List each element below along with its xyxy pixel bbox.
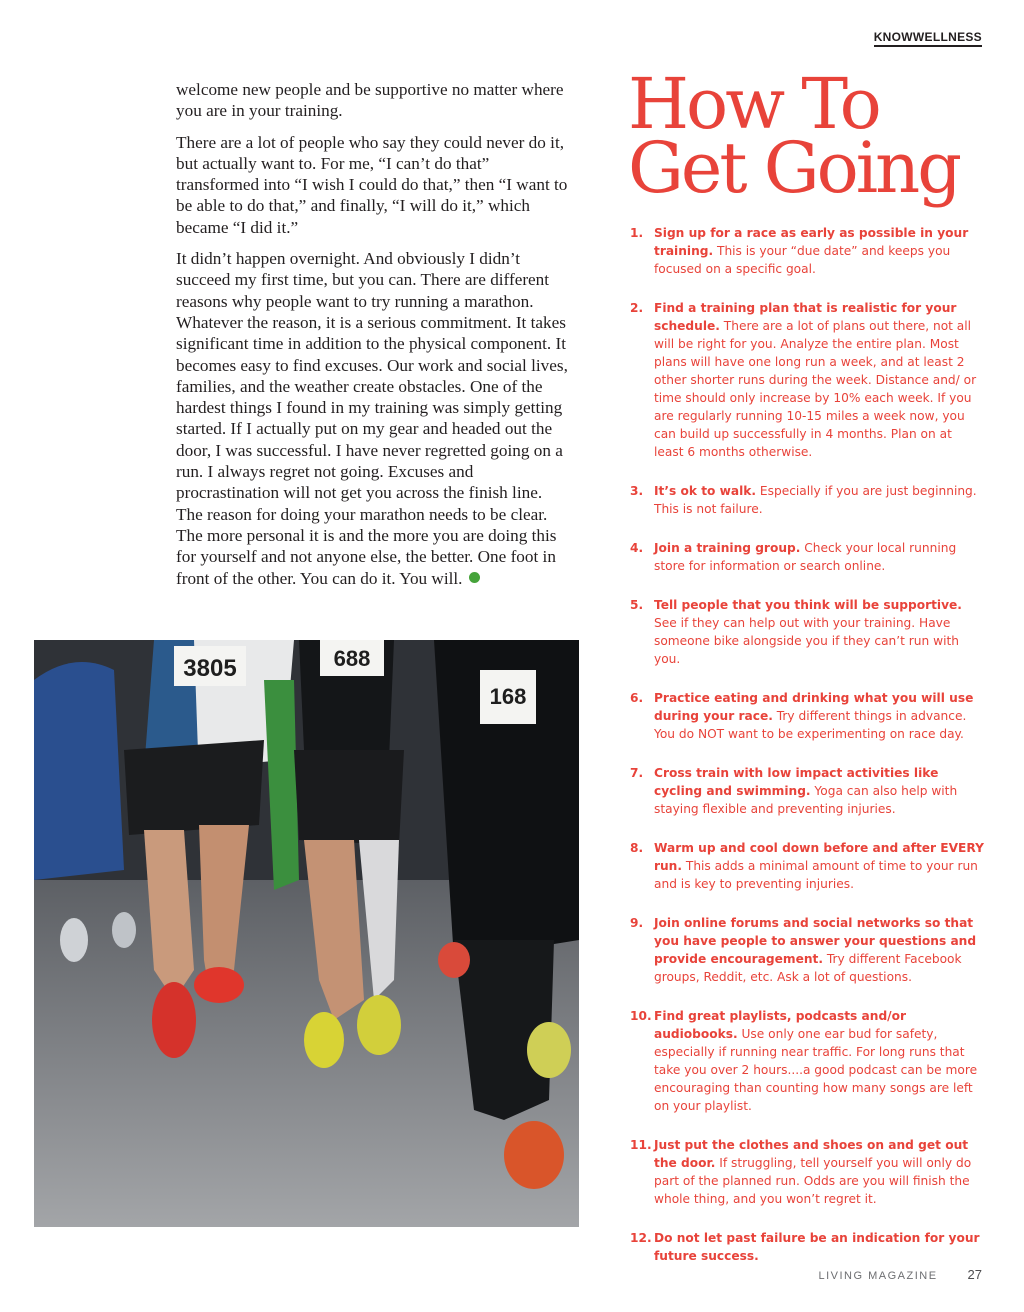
- tip-body: This is your “due date” and keeps you focused on a specific goal.: [654, 244, 951, 276]
- tip-number: 10.: [630, 1009, 652, 1023]
- grey-shoe: [60, 918, 88, 962]
- red-shoe: [438, 942, 470, 978]
- tip-number: 6.: [630, 691, 644, 705]
- yellow-shoe: [304, 1012, 344, 1068]
- article-end-icon: [469, 572, 480, 583]
- tip-body: This adds a minimal amount of time to your run and is key to preventing injuries.: [654, 859, 978, 891]
- tip-item: [630, 1229, 984, 1265]
- tip-lead: Just put the clothes and shoes on and get out the door.: [654, 1138, 969, 1170]
- section-tag: [874, 30, 982, 47]
- tip-item: [630, 539, 984, 575]
- tip-number: 5.: [630, 598, 644, 612]
- section-tag-wellness: WELLNESS: [912, 30, 982, 44]
- article-paragraph: [176, 248, 568, 589]
- runner-shorts: [124, 740, 264, 835]
- tip-number: 1.: [630, 226, 644, 240]
- tip-item: [630, 914, 984, 986]
- race-bib: [174, 646, 246, 686]
- red-shoe: [152, 982, 196, 1058]
- tip-lead: Cross train with low impact activities like cycling and swimming.: [654, 766, 939, 798]
- magazine-name: LIVING MAGAZINE: [818, 1270, 938, 1282]
- bib-number: 168: [489, 684, 527, 709]
- grey-shoe: [112, 912, 136, 948]
- tip-item: [630, 299, 984, 461]
- sidebar-title: [628, 63, 960, 209]
- bib-number: 3805: [183, 655, 237, 682]
- race-bib: [480, 670, 536, 724]
- tips-list: [630, 224, 984, 1286]
- tip-body: There are a lot of plans out there, not all will be right for you. Analyze the entire plan. Most plans will have one long run a week, and at least 2 other shorter runs during the week. Distance and/ or time should only increase by 10% each week. If you are regularly running 10-15 miles a week now, you can build up successfully in 4 months. Plan on at least 6 months otherwise.: [654, 319, 977, 459]
- tip-lead: Join a training group.: [654, 541, 801, 555]
- tip-item: [630, 482, 984, 518]
- bib-number: 688: [333, 646, 371, 671]
- tip-item: [630, 839, 984, 893]
- tip-body: Yoga can also help with staying flexible and preventing injuries.: [654, 784, 958, 816]
- marathon-runners-photo: [34, 640, 579, 1227]
- tip-lead: It’s ok to walk.: [654, 484, 757, 498]
- article-paragraph: welcome new people and be supportive no matter where you are in your training.: [176, 80, 564, 121]
- race-bib: [320, 640, 384, 676]
- tip-item: [630, 1136, 984, 1208]
- tip-lead: Find great playlists, podcasts and/or audiobooks.: [654, 1009, 907, 1041]
- tip-number: 9.: [630, 916, 644, 930]
- tip-lead: Tell people that you think will be supportive.: [654, 598, 962, 612]
- tip-body: If struggling, tell yourself you will only do part of the planned run. Odds are you will finish the whole thing, and you won’t regret it.: [654, 1156, 972, 1206]
- tip-body: Use only one ear bud for safety, especially if running near traffic. For long runs that take you over 2 hours....a good podcast can be more encouraging than counting how many songs are left on your playlist.: [654, 1027, 978, 1113]
- tip-body: Try different things in advance. You do NOT want to be experimenting on race day.: [654, 709, 967, 741]
- article-paragraph: There are a lot of people who say they could never do it, but actually want to. For me, “I can’t do that” transformed into “I wish I could do that,” then “I want to be able to do that,” and finally, “I will do it,” which became “I did it.”: [176, 132, 568, 237]
- section-tag-know: KNOW: [873, 30, 913, 44]
- tip-body: Check your local running store for information or search online.: [654, 541, 957, 573]
- tip-body: Try different Facebook groups, Reddit, etc. Ask a lot of questions.: [654, 952, 962, 984]
- tip-lead: Join online forums and social networks so that you have people to answer your questions and provide encouragement.: [654, 916, 977, 966]
- runner-blue-shirt: [34, 662, 124, 880]
- tip-number: 8.: [630, 841, 644, 855]
- page-number: 27: [967, 1267, 982, 1282]
- tip-number: 12.: [630, 1231, 652, 1245]
- yellow-shoe: [357, 995, 401, 1055]
- tip-item: [630, 764, 984, 818]
- runners-illustration: [34, 640, 579, 1227]
- red-shoe: [194, 967, 244, 1003]
- tip-lead: Practice eating and drinking what you will use during your race.: [654, 691, 974, 723]
- tip-body: Especially if you are just beginning. This is not failure.: [654, 484, 977, 516]
- tip-item: [630, 224, 984, 278]
- tip-body: See if they can help out with your training. Have someone bike alongside you if they can’t run with you.: [654, 616, 959, 666]
- tip-number: 3.: [630, 484, 644, 498]
- sidebar-title-line: How To: [628, 63, 879, 145]
- sidebar-title-line: Get Going: [628, 127, 960, 209]
- runner-shorts-2: [294, 750, 404, 845]
- tip-item: [630, 1007, 984, 1115]
- tip-lead: Warm up and cool down before and after EVERY run.: [654, 841, 984, 873]
- orange-shoe: [504, 1121, 564, 1189]
- tip-number: 11.: [630, 1138, 652, 1152]
- tip-lead: Find a training plan that is realistic for your schedule.: [654, 301, 957, 333]
- article-column: [176, 79, 568, 599]
- tip-number: 7.: [630, 766, 644, 780]
- tip-item: [630, 689, 984, 743]
- tip-lead: Do not let past failure be an indication for your future success.: [654, 1231, 980, 1263]
- tip-item: [630, 596, 984, 668]
- yellow-shoe: [527, 1022, 571, 1078]
- page-footer: [818, 1266, 982, 1284]
- article-paragraph-text: It didn’t happen overnight. And obviously I didn’t succeed my first time, but you can. There are different reasons why people want to try running a marathon. Whatever the reason, it is a serious commitment. It takes significant time in addition to the physical component. It becomes easy to find excuses. Our work and social lives, families, and the weather create obstacles. One of the hardest things I found in my training was simply getting started. If I actually put on my gear and headed out the door, I was successful. I have never regretted going on a run. I always regret not going. Excuses and procrastination will not get you across the finish line. The reason for doing your marathon needs to be clear. The more personal it is and the more you are doing this for yourself and not anyone else, the better. One foot in front of the other. You can do it. You will.: [176, 249, 568, 588]
- tip-lead: Sign up for a race as early as possible in your training.: [654, 226, 969, 258]
- tip-number: 2.: [630, 301, 644, 315]
- tip-number: 4.: [630, 541, 644, 555]
